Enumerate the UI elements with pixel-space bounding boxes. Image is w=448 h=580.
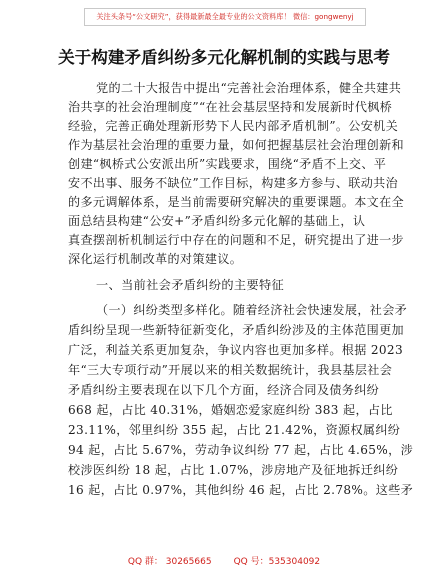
text-line: 安不出事、服务不缺位”工作目标，构建多方参与、联动共治 (68, 176, 399, 190)
section-heading: 一、当前社会矛盾纠纷的主要特征 (96, 278, 285, 292)
document-title: 关于构建矛盾纠纷多元化解机制的实践与思考 (58, 48, 390, 67)
page-footer (0, 554, 448, 570)
qq-number-text: QQ 号：535304092 (233, 557, 321, 567)
promo-banner: 关注头条号“公文研究”，获得最新最全最专业的公文资料库！ 微信：gongwenyj (84, 8, 366, 26)
text-line: 23.11%，邻里纠纷 355 起，占比 21.42%，资源权属纠纷 (68, 423, 401, 437)
text-line: 广泛，利益关系更加复杂，争议内容也更加多样。根据 2023 (68, 343, 404, 357)
text-line: 党的二十大报告中提出“完善社会治理体系，健全共建共 (96, 81, 402, 95)
text-line: 盾纠纷呈现一些新特征新变化，矛盾纠纷涉及的主体范围更加 (68, 323, 404, 337)
text-line: 面总结县构建“公安+”矛盾纠纷多元化解的基础上，认 (68, 214, 366, 228)
text-line: 真查摆剖析机制运行中存在的问题和不足，研究提出了进一步 (68, 233, 404, 247)
text-line: 16 起，占比 0.97%，其他纠纷 46 起，占比 2.78%。这些矛 (68, 483, 414, 497)
text-line: 年“三大专项行动”开展以来的相关数据统计，我县基层社会 (68, 363, 393, 377)
qq-group-text: QQ 群： 30265665 (127, 557, 212, 567)
text-line: 经验，完善正确处理新形势下人民内部矛盾机制”。公安机关 (68, 119, 399, 133)
text-line: （一）纠纷类型多样化。随着经济社会快速发展，社会矛 (96, 303, 408, 317)
text-line: 校涉医纠纷 18 起，占比 1.07%，涉房地产及征地拆迁纠纷 (68, 463, 399, 477)
text-line: 治共享的社会治理制度”“在社会基层坚持和发展新时代枫桥 (68, 100, 393, 114)
text-line: 668 起，占比 40.31%，婚姻恋爱家庭纠纷 383 起，占比 (68, 403, 393, 417)
text-line: 深化运行机制改革的对策建议。 (68, 252, 243, 266)
text-line: 矛盾纠纷主要表现在以下几个方面，经济合同及债务纠纷 (68, 383, 380, 397)
text-line: 的多元调解体系，是当前需要研究解决的重要课题。本文在全 (68, 195, 404, 209)
text-line: 创建“枫桥式公安派出所”实践要求，围绕“矛盾不上交、平 (68, 157, 387, 171)
text-line: 作为基层社会治理的重要力量，如何把握基层社会治理创新和 (68, 138, 404, 152)
text-line: 94 起，占比 5.67%，劳动争议纠纷 77 起，占比 4.65%，涉 (68, 443, 414, 457)
